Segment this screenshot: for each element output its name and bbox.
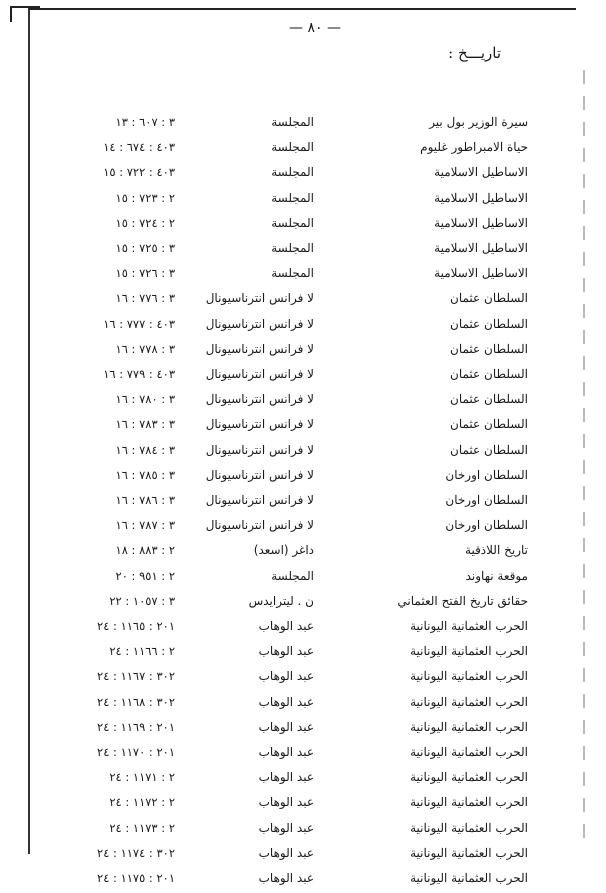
- catalog-row: [0, 666, 606, 691]
- entry-reference: ٢ : ٩٥١ : ٢٠: [115, 568, 175, 583]
- catalog-row: [0, 339, 606, 364]
- entry-source: عبد الوهاب: [258, 820, 314, 835]
- entry-source: عبد الوهاب: [258, 669, 314, 684]
- entry-reference: ٢ : ١١٦٦ : ٢٤: [109, 644, 175, 659]
- entry-source: لا فرانس انترناسيونال: [205, 316, 314, 331]
- entry-source: داغر (اسعد): [253, 543, 314, 558]
- entry-source: عبد الوهاب: [258, 795, 314, 810]
- entry-reference: ٣ : ٧٨٤ : ١٦: [115, 442, 175, 457]
- entry-source: لا فرانس انترناسيونال: [205, 291, 314, 306]
- entry-title: الحرب العثمانية اليونانية: [410, 770, 528, 785]
- entry-title: الحرب العثمانية اليونانية: [410, 745, 528, 759]
- entry-source: المجلسة: [271, 190, 314, 205]
- catalog-row: [0, 389, 606, 414]
- entry-reference: ٣ : ٧٨٦ : ١٦: [115, 493, 175, 507]
- entry-source: ن . ليترايدس: [248, 593, 314, 608]
- entry-reference: ٤٠٣ : ٧٧٩ : ١٦: [103, 367, 175, 381]
- entry-title: حياة الامبراطور غليوم: [420, 140, 528, 155]
- catalog-row: [0, 641, 606, 666]
- catalog-row: [0, 616, 606, 641]
- entry-source: المجلسة: [271, 115, 314, 129]
- entry-source: عبد الوهاب: [258, 644, 314, 659]
- entry-title: السلطان عثمان: [450, 442, 528, 457]
- entry-source: عبد الوهاب: [258, 871, 314, 885]
- catalog-row: [0, 364, 606, 389]
- catalog-row: [0, 490, 606, 515]
- catalog-row: [0, 818, 606, 843]
- entry-source: عبد الوهاب: [258, 719, 314, 734]
- entry-title: السلطان عثمان: [450, 367, 528, 381]
- catalog-row: [0, 843, 606, 868]
- margin-tick: [583, 70, 585, 84]
- entry-title: الحرب العثمانية اليونانية: [410, 719, 528, 734]
- entry-title: السلطان اورخان: [445, 467, 528, 482]
- entry-reference: ٣٠٢ : ١١٦٨ : ٢٤: [97, 694, 175, 709]
- entry-title: الحرب العثمانية اليونانية: [410, 820, 528, 835]
- entry-title: سيرة الوزير بول بير: [429, 115, 528, 129]
- entry-title: موقعة نهاوند: [465, 568, 528, 583]
- catalog-row: [0, 868, 606, 893]
- entry-reference: ٣ : ٧٧٨ : ١٦: [115, 341, 175, 356]
- entry-title: الحرب العثمانية اليونانية: [410, 795, 528, 810]
- entry-title: السلطان عثمان: [450, 417, 528, 432]
- catalog-row: [0, 692, 606, 717]
- entry-title: الحرب العثمانية اليونانية: [410, 845, 528, 860]
- entry-reference: ٢ : ١١٧١ : ٢٤: [109, 770, 175, 785]
- entry-source: المجلسة: [271, 266, 314, 281]
- entry-reference: ٢ : ٧٢٤ : ١٥: [115, 215, 175, 230]
- entry-reference: ٣ : ٦٠٧ : ١٣: [115, 115, 175, 129]
- entry-source: عبد الوهاب: [258, 745, 314, 759]
- entry-title: السلطان عثمان: [450, 291, 528, 306]
- entry-source: المجلسة: [271, 165, 314, 180]
- entry-reference: ٣ : ٧٨٣ : ١٦: [115, 417, 175, 432]
- catalog-row: [0, 540, 606, 565]
- entry-title: الاساطيل الاسلامية: [434, 165, 528, 180]
- entry-title: الاساطيل الاسلامية: [434, 241, 528, 255]
- entry-reference: ٢ : ١١٧٣ : ٢٤: [109, 820, 175, 835]
- entry-title: السلطان اورخان: [445, 493, 528, 507]
- entry-reference: ٣ : ٧٨٧ : ١٦: [115, 518, 175, 533]
- entry-source: لا فرانس انترناسيونال: [205, 518, 314, 533]
- entry-reference: ٢٠١ : ١١٦٩ : ٢٤: [97, 719, 175, 734]
- entry-title: السلطان اورخان: [445, 518, 528, 533]
- entry-reference: ٢٠١ : ١١٧٥ : ٢٤: [97, 871, 175, 885]
- entry-source: لا فرانس انترناسيونال: [205, 467, 314, 482]
- entry-title: الحرب العثمانية اليونانية: [410, 871, 528, 885]
- catalog-row: [0, 414, 606, 439]
- catalog-row: [0, 792, 606, 817]
- entry-reference: ٣ : ٧٢٥ : ١٥: [115, 241, 175, 255]
- entry-title: الحرب العثمانية اليونانية: [410, 644, 528, 659]
- entry-reference: ٣ : ٧٧٦ : ١٦: [115, 291, 175, 306]
- entry-reference: ٣ : ٧٨٥ : ١٦: [115, 467, 175, 482]
- corner-mark: [10, 6, 40, 22]
- catalog-row: [0, 515, 606, 540]
- catalog-row: [0, 591, 606, 616]
- entry-reference: ٢٠١ : ١١٧٠ : ٢٤: [97, 745, 175, 759]
- entry-source: المجلسة: [271, 140, 314, 155]
- entry-reference: ٢٠١ : ١١٦٥ : ٢٤: [97, 619, 175, 633]
- catalog-row: [0, 717, 606, 742]
- catalog-row: [0, 213, 606, 238]
- entry-title: حقائق تاريخ الفتح العثماني: [397, 593, 528, 608]
- catalog-row: [0, 465, 606, 490]
- entry-reference: ٤٠٣ : ٧٧٧ : ١٦: [103, 316, 175, 331]
- catalog-row: [0, 162, 606, 187]
- margin-tick: [583, 96, 585, 110]
- entry-source: لا فرانس انترناسيونال: [205, 493, 314, 507]
- entry-source: عبد الوهاب: [258, 845, 314, 860]
- entry-title: الحرب العثمانية اليونانية: [410, 694, 528, 709]
- catalog-row: [0, 767, 606, 792]
- catalog-row: [0, 742, 606, 767]
- entry-reference: ٣ : ١٠٥٧ : ٢٢: [109, 593, 175, 608]
- entry-reference: ٣٠٢ : ١١٧٤ : ٢٤: [97, 845, 175, 860]
- page-number: — ٨٠ —: [289, 20, 341, 36]
- catalog-row: [0, 566, 606, 591]
- entry-reference: ٢ : ١١٧٢ : ٢٤: [109, 795, 175, 810]
- catalog-row: [0, 263, 606, 288]
- entry-source: المجلسة: [271, 568, 314, 583]
- entry-reference: ٢ : ٧٢٣ : ١٥: [115, 190, 175, 205]
- entry-title: الحرب العثمانية اليونانية: [410, 669, 528, 684]
- catalog-row: [0, 112, 606, 137]
- catalog-row: [0, 137, 606, 162]
- entry-title: تاريخ اللاذقية: [465, 543, 528, 558]
- catalog-row: [0, 314, 606, 339]
- entry-source: لا فرانس انترناسيونال: [205, 392, 314, 407]
- entry-title: السلطان عثمان: [450, 341, 528, 356]
- entry-reference: ٤٠٣ : ٦٧٤ : ١٤: [103, 140, 175, 155]
- catalog-row: [0, 238, 606, 263]
- entry-title: الاساطيل الاسلامية: [434, 190, 528, 205]
- entry-source: المجلسة: [271, 215, 314, 230]
- entry-title: الاساطيل الاسلامية: [434, 266, 528, 281]
- entry-source: لا فرانس انترناسيونال: [205, 442, 314, 457]
- entry-reference: ٤٠٣ : ٧٢٢ : ١٥: [103, 165, 175, 180]
- entry-source: لا فرانس انترناسيونال: [205, 367, 314, 381]
- entry-reference: ٣٠٢ : ١١٦٧ : ٢٤: [97, 669, 175, 684]
- entry-source: عبد الوهاب: [258, 694, 314, 709]
- entry-source: لا فرانس انترناسيونال: [205, 341, 314, 356]
- entry-title: الاساطيل الاسلامية: [434, 215, 528, 230]
- entry-source: عبد الوهاب: [258, 770, 314, 785]
- catalog-row: [0, 288, 606, 313]
- catalog-row: [0, 440, 606, 465]
- entry-title: السلطان عثمان: [450, 392, 528, 407]
- entry-reference: ٣ : ٧٢٦ : ١٥: [115, 266, 175, 281]
- entry-reference: ٢ : ٨٨٣ : ١٨: [115, 543, 175, 558]
- entry-title: السلطان عثمان: [450, 316, 528, 331]
- header-label: تاريـــخ :: [448, 44, 501, 62]
- entry-source: لا فرانس انترناسيونال: [205, 417, 314, 432]
- entry-source: المجلسة: [271, 241, 314, 255]
- entry-reference: ٣ : ٧٨٠ : ١٦: [115, 392, 175, 407]
- catalog-row: [0, 188, 606, 213]
- entry-title: الحرب العثمانية اليونانية: [410, 619, 528, 633]
- entry-source: عبد الوهاب: [258, 619, 314, 633]
